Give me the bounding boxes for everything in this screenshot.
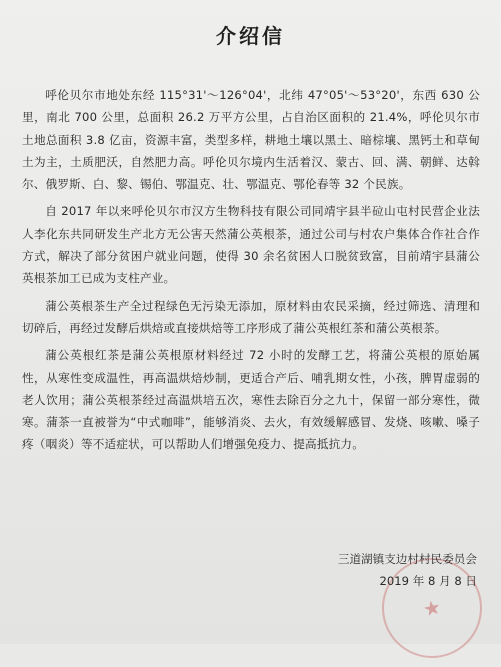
document-title: 介绍信 xyxy=(216,24,285,48)
signing-organization: 三道湖镇支边村村民委员会 xyxy=(337,552,477,566)
signature-block xyxy=(338,548,477,592)
signing-date: 2019 年 8 月 8 日 xyxy=(379,574,477,588)
paragraph-company: 自 2017 年以来呼伦贝尔市汉方生物科技有限公司同靖宇县半砬山屯村民营企业法人李化东共同研发生产北方无公害天然蒲公英根茶，通过公司与村农户集体合作社合作方式，解决了部分贫困户就业问题，使得 30 余名贫困人口脱贫致富，目前靖宇县蒲公英根茶加工已成为支柱产业。 xyxy=(22,204,480,286)
paragraph-geography: 呼伦贝尔市地处东经 115°31'～126°04'，北纬 47°05'～53°20'，东西 630 公里，南北 700 公里，总面积 26.2 万平方公里，占自治区面积的 21.4%，呼伦贝尔市土地总面积 3.8 亿亩，资源丰富，类型多样，耕地土壤以黑土、暗棕壤、黑钙土和草甸土为主，土质肥沃，自然肥力高。呼伦贝尔境内生活着汉、蒙古、回、满、朝鲜、达斡尔、俄罗斯、白、黎、锡伯、鄂温克、壮、鄂温克、鄂伦春等 32 个民族。 xyxy=(22,88,480,192)
seal-star-icon: ★ xyxy=(420,594,444,622)
paragraph-production: 蒲公英根茶生产全过程绿色无污染无添加，原材料由农民采摘，经过筛选、清理和切碎后，再经过发酵后烘焙或直接烘焙等工序形成了蒲公英根红茶和蒲公英根茶。 xyxy=(22,298,480,335)
letter-body xyxy=(22,84,480,461)
paragraph-benefits: 蒲公英根红茶是蒲公英根原材料经过 72 小时的发酵工艺，将蒲公英根的原始属性，从寒性变成温性，再高温烘焙炒制，更适合产后、哺乳期女性，小孩，脾胃虚弱的老人饮用；蒲公英根茶经过高温烘培五次，寒性去除百分之九十，保留一部分寒性，微寒。蒲茶一直被誉为“中式咖啡”，能够消炎、去火，有效缓解感冒、发烧、咳嗽、嗓子疼（咽炎）等不适症状，可以帮助人们增强免疫力、提高抵抗力。 xyxy=(22,348,480,452)
